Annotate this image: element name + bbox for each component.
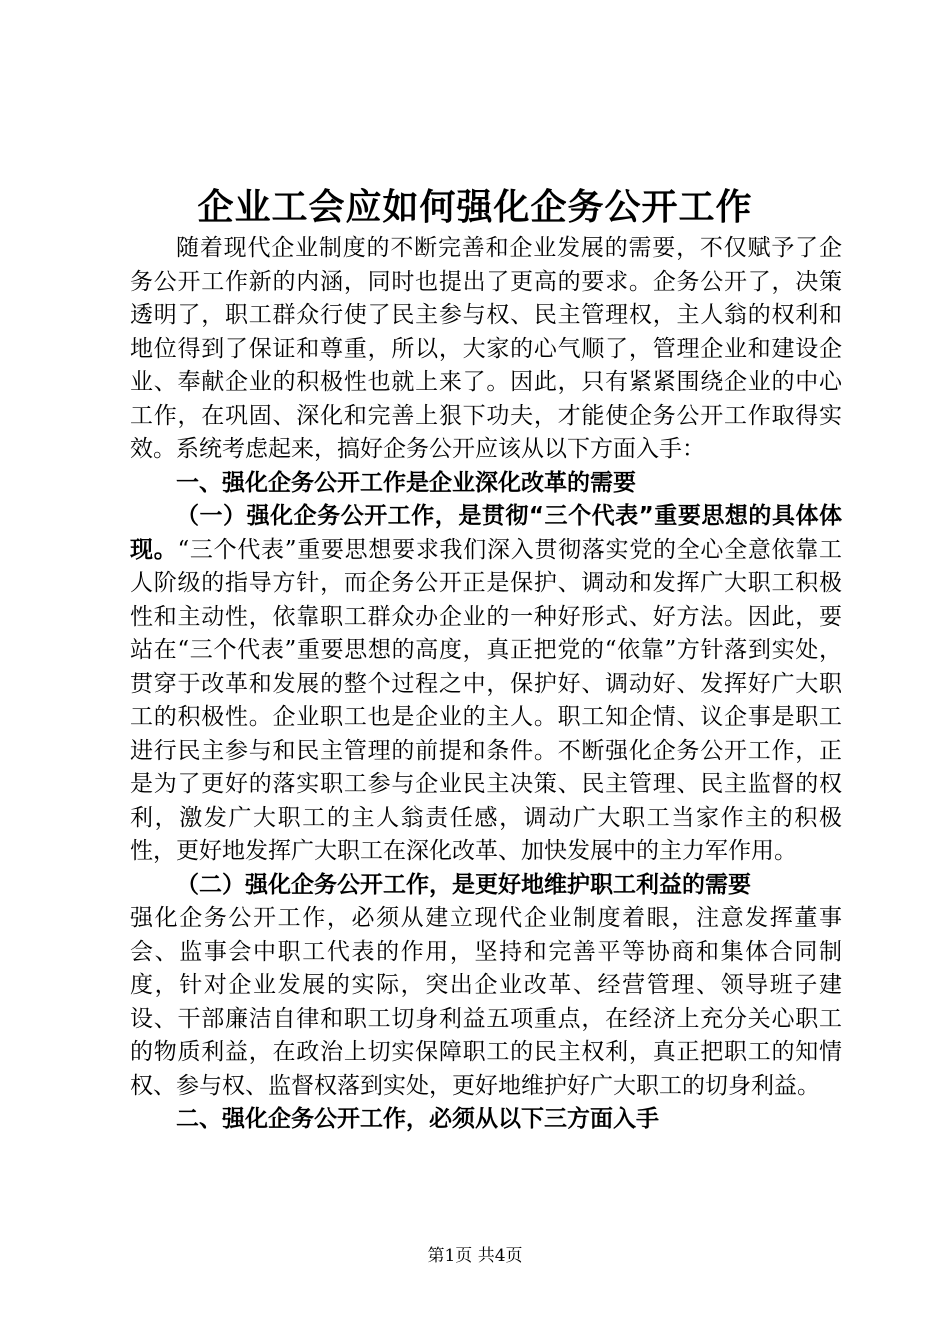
- document-title: 企业工会应如何强化企务公开工作: [197, 187, 753, 228]
- section-heading-2: 二、强化企务公开工作，必须从以下三方面入手: [176, 1106, 659, 1132]
- document-body: [130, 232, 842, 1137]
- subsection-2-body: 强化企务公开工作，必须从建立现代企业制度着眼，注意发挥董事会、监事会中职工代表的作用，坚持和完善平等协商和集体合同制度，针对企业发展的实际，突出企业改革、经营管理、领导班子建设、干部廉洁自律和职工切身利益五项重点，在经济上充分关心职工的物质利益，在政治上切实保障职工的民主权利，真正把职工的知情权、参与权、监督权落到实处，更好地维护好广大职工的切身利益。: [130, 905, 842, 1099]
- page-number: 第1页 共4页: [427, 1246, 523, 1266]
- subsection-heading-1: （一）强化企务公开工作，是贯彻“三个代表”重要思想的具体体现。: [130, 503, 842, 563]
- section-heading-1: 一、强化企务公开工作是企业深化改革的需要: [176, 469, 636, 496]
- subsection-1-body: “三个代表”重要思想要求我们深入贯彻落实党的全心全意依靠工人阶级的指导方针，而企务公开正是保护、调动和发挥广大职工积极性和主动性，依靠职工群众办企业的一种好形式、好方法。因此，要站在“三个代表”重要思想的高度，真正把党的“依靠”方针落到实处，贯穿于改革和发展的整个过程之中，保护好、调动好、发挥好广大职工的积极性。企业职工也是企业的主人。职工知企情、议企事是职工进行民主参与和民主管理的前提和条件。不断强化企务公开工作，正是为了更好的落实职工参与企业民主决策、民主管理、民主监督的权利，激发广大职工的主人翁责任感，调动广大职工当家作主的积极性，更好地发挥广大职工在深化改革、加快发展中的主力军作用。: [130, 536, 842, 864]
- intro-paragraph: 随着现代企业制度的不断完善和企业发展的需要，不仅赋予了企务公开工作新的内涵，同时也提出了更高的要求。企务公开了，决策透明了，职工群众行使了民主参与权、民主管理权，主人翁的权利和地位得到了保证和尊重，所以，大家的心气顺了，管理企业和建设企业、奉献企业的积极性也就上来了。因此，只有紧紧围绕企业的中心工作，在巩固、深化和完善上狠下功夫，才能使企务公开工作取得实效。系统考虑起来，搞好企务公开应该从以下方面入手：: [130, 235, 842, 462]
- subsection-heading-2: （二）强化企务公开工作，是更好地维护职工利益的需要: [176, 871, 751, 898]
- subsection-1-paragraph: [130, 500, 842, 869]
